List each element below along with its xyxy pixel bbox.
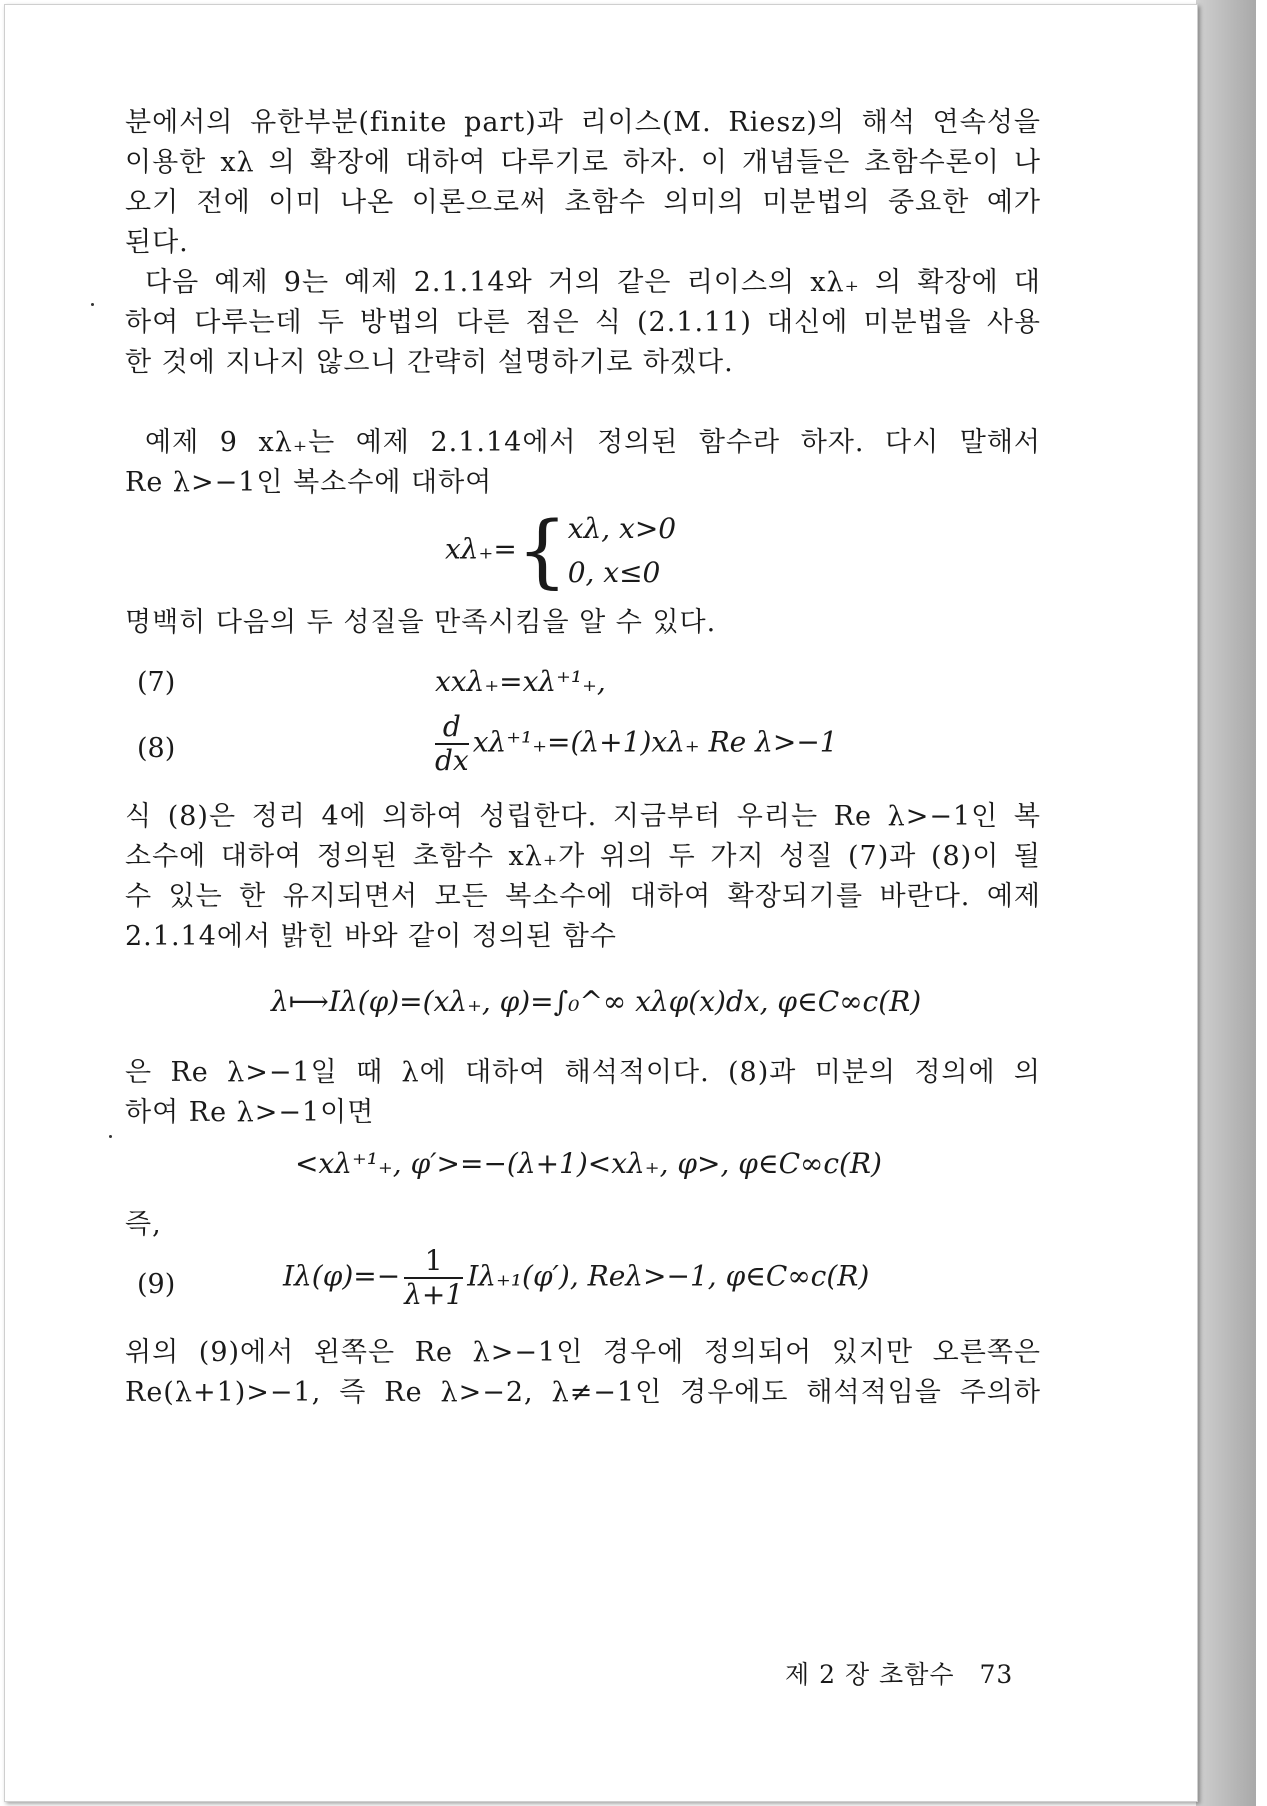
example-heading: 예제 9 xλ₊는 예제 2.1.14에서 정의된 함수라 하자. 다시 말해서 (145, 427, 1041, 458)
text-line: 하여 Re λ>−1이면 (125, 1097, 375, 1128)
equation-number: (9) (137, 1269, 176, 1300)
equation-lhs: Iλ(φ)=− (283, 1259, 401, 1293)
text-line: 오기 전에 이미 나온 이론으로써 초함수 의미의 미분법의 중요한 예가 (125, 187, 1041, 218)
equation-lhs: xλ₊= (445, 532, 517, 566)
case-nonpositive: 0, x≤0 (567, 556, 661, 589)
equation-9 (283, 1245, 869, 1311)
fraction-numerator: 1 (404, 1245, 463, 1279)
fraction-numerator: d (435, 711, 469, 745)
pairing-equation: <xλ⁺¹₊, φ′>=−(λ+1)<xλ₊, φ>, φ∈C∞c(R) (295, 1147, 882, 1180)
text-line: 2.1.14에서 밝힌 바와 같이 정의된 함수 (125, 921, 617, 952)
case-positive: xλ, x>0 (567, 512, 677, 545)
scan-speck (91, 303, 94, 306)
equation-rest: Iλ₊₁(φ′), Reλ>−1, φ∈C∞c(R) (467, 1259, 870, 1293)
text-line: 된다. (125, 227, 189, 258)
book-page (4, 4, 1198, 1802)
text-line: 위의 (9)에서 왼쪽은 Re λ>−1인 경우에 정의되어 있지만 오른쪽은 (125, 1337, 1041, 1368)
text-line: Re λ>−1인 복소수에 대하여 (125, 467, 493, 498)
equation-7: xxλ₊=xλ⁺¹₊, (435, 665, 606, 698)
text-line: 소수에 대하여 정의된 초함수 xλ₊가 위의 두 가지 성질 (7)과 (8)이 될 (125, 841, 1041, 872)
text-line: 명백히 다음의 두 성질을 만족시킴을 알 수 있다. (125, 607, 717, 638)
text-line: 한 것에 지나지 않으니 간략히 설명하기로 하겠다. (125, 347, 734, 378)
text-line: 다음 예제 9는 예제 2.1.14와 거의 같은 리이스의 xλ₊ 의 확장에 대 (145, 267, 1041, 298)
text-line: 식 (8)은 정리 4에 의하여 성립한다. 지금부터 우리는 Re λ>−1인 복 (125, 801, 1041, 832)
book-spine (1196, 0, 1256, 1806)
text-line: 하여 다루는데 두 방법의 다른 점은 식 (2.1.11) 대신에 미분법을 사용 (125, 307, 1041, 338)
fraction-denominator: λ+1 (404, 1278, 464, 1311)
page-footer (785, 1655, 1013, 1691)
integral-equation: λ⟼Iλ(φ)=(xλ₊, φ)=∫₀^∞ xλφ(x)dx, φ∈C∞c(R) (271, 985, 922, 1018)
equation-rest: xλ⁺¹₊=(λ+1)xλ₊ Re λ>−1 (472, 725, 838, 759)
scan-speck (109, 1135, 112, 1138)
text-line: 분에서의 유한부분(finite part)과 리이스(M. Riesz)의 해석 연속성을 (125, 107, 1041, 138)
fraction-denominator: dx (435, 744, 469, 777)
equation-number: (8) (137, 733, 176, 764)
equation-8 (431, 711, 838, 777)
chapter-title: 제 2 장 초함수 (785, 1660, 955, 1689)
text-line: Re(λ+1)>−1, 즉 Re λ>−2, λ≠−1인 경우에도 해석적임을 주의하 (125, 1377, 1041, 1408)
text-line: 은 Re λ>−1일 때 λ에 대하여 해석적이다. (8)과 미분의 정의에 의 (125, 1057, 1041, 1088)
page-number: 73 (979, 1660, 1014, 1689)
text-line: 이용한 xλ 의 확장에 대하여 다루기로 하자. 이 개념들은 초함수론이 나 (125, 147, 1041, 178)
text-line: 수 있는 한 유지되면서 모든 복소수에 대하여 확장되기를 바란다. 예제 (125, 881, 1041, 912)
text-line: 즉, (125, 1209, 162, 1240)
equation-number: (7) (137, 667, 176, 698)
left-brace: { (516, 504, 568, 597)
piecewise-definition (445, 504, 677, 597)
